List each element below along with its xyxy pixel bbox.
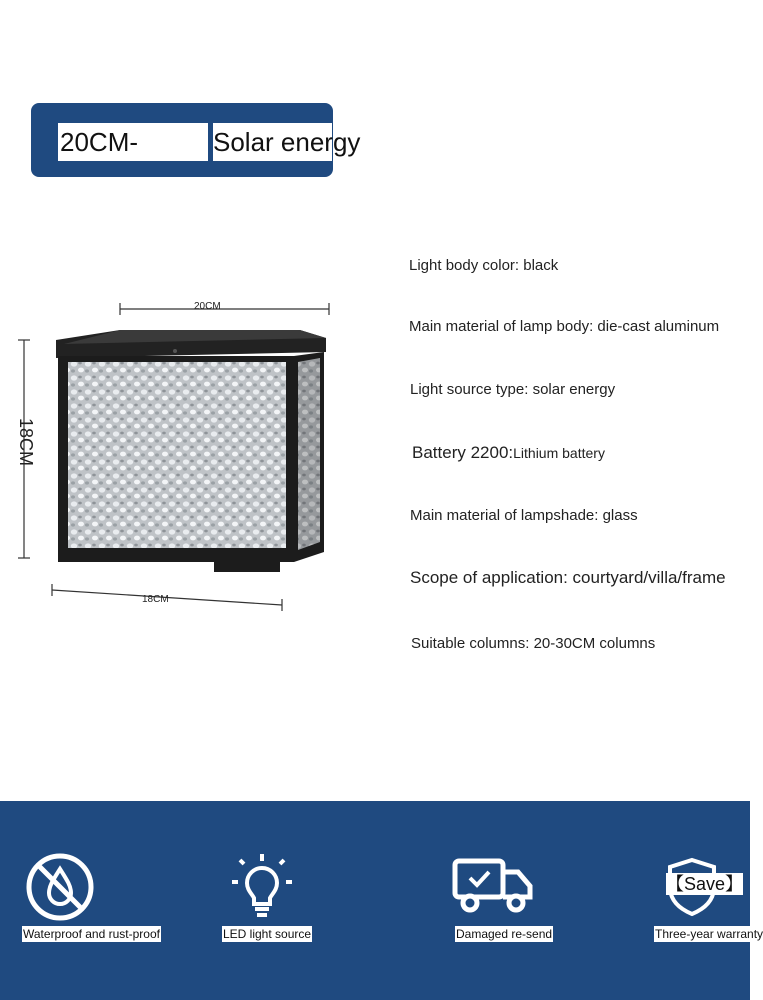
- waterproof-icon: [25, 852, 95, 922]
- spec-body-color: Light body color: black: [409, 257, 559, 274]
- save-badge: 【Save】: [666, 874, 744, 894]
- feature-label: LED light source: [223, 927, 312, 941]
- feature-label: Three-year warranty: [655, 927, 763, 941]
- spec-body-material: Main material of lamp body: die-cast aluminum: [409, 318, 720, 335]
- features-footer: [0, 801, 763, 1000]
- light-bulb-icon: [232, 852, 292, 922]
- width-dimension: [120, 303, 329, 315]
- spec-lampshade: Main material of lampshade: glass: [410, 507, 638, 524]
- title-banner: [31, 103, 361, 177]
- lamp-illustration: [0, 290, 380, 620]
- energy-label: Solar energy: [213, 123, 332, 161]
- spec-columns: Suitable columns: 20-30CM columns: [411, 635, 656, 652]
- lamp-body: [56, 330, 326, 572]
- delivery-truck-icon: [452, 858, 534, 914]
- lamp-drawing: [0, 290, 380, 620]
- depth-label: 18CM: [142, 594, 169, 605]
- spec-scope: Scope of application: courtyard/villa/frame: [410, 568, 726, 587]
- battery-type: Lithium battery: [513, 445, 605, 461]
- feature-label: Waterproof and rust-proof: [23, 927, 160, 941]
- feature-label: Damaged re-send: [456, 927, 553, 941]
- spec-battery: [412, 443, 605, 463]
- spec-light-source: Light source type: solar energy: [410, 381, 616, 398]
- height-label: 18CM: [16, 418, 36, 467]
- size-label: 20CM-: [58, 123, 208, 161]
- width-label: 20CM: [194, 301, 221, 312]
- battery-capacity: Battery 2200:: [412, 443, 514, 462]
